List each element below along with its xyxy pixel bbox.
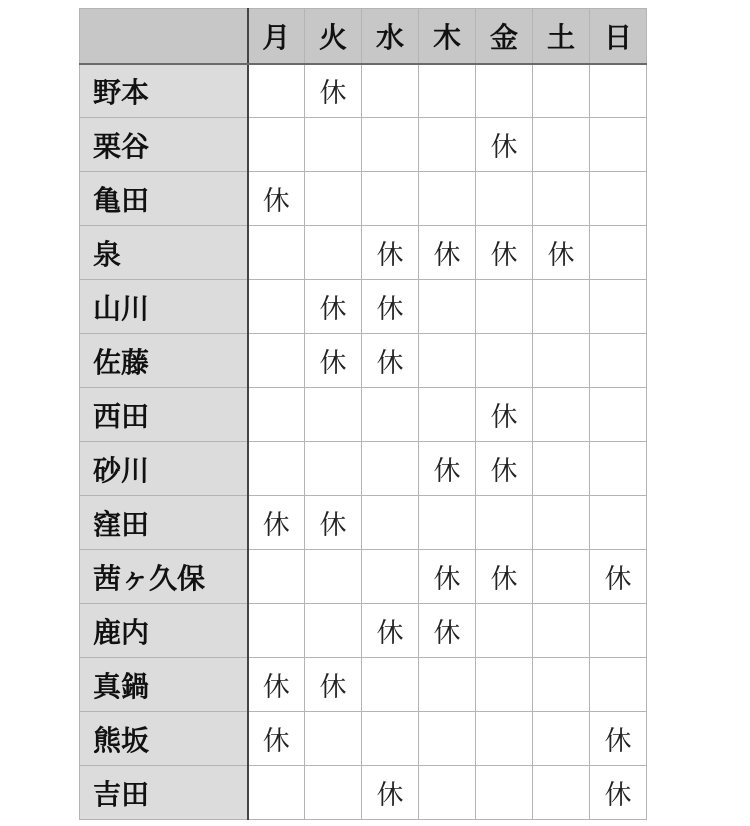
schedule-cell-sat (533, 766, 590, 820)
table-row (80, 388, 647, 442)
table-row (80, 280, 647, 334)
employee-name-cell: 栗谷 (80, 118, 248, 172)
schedule-cell-fri: 休 (476, 442, 533, 496)
schedule-cell-wed: 休 (362, 280, 419, 334)
schedule-cell-mon: 休 (248, 712, 305, 766)
table-row (80, 118, 647, 172)
schedule-cell-mon: 休 (248, 172, 305, 226)
schedule-cell-sat (533, 712, 590, 766)
schedule-cell-thu (419, 280, 476, 334)
schedule-cell-sat (533, 280, 590, 334)
schedule-cell-sat (533, 172, 590, 226)
table-row (80, 172, 647, 226)
table-row (80, 658, 647, 712)
table-row (80, 550, 647, 604)
employee-name-cell: 茜ヶ久保 (80, 550, 248, 604)
schedule-cell-tue (305, 118, 362, 172)
schedule-cell-tue (305, 226, 362, 280)
schedule-cell-fri (476, 712, 533, 766)
schedule-cell-wed (362, 442, 419, 496)
schedule-cell-fri (476, 280, 533, 334)
table-row (80, 334, 647, 388)
schedule-cell-mon (248, 604, 305, 658)
schedule-cell-thu: 休 (419, 550, 476, 604)
schedule-cell-sat (533, 496, 590, 550)
schedule-cell-sun (590, 172, 647, 226)
schedule-cell-sat (533, 550, 590, 604)
schedule-cell-thu (419, 334, 476, 388)
schedule-cell-fri (476, 496, 533, 550)
employee-name-cell: 山川 (80, 280, 248, 334)
schedule-cell-fri (476, 172, 533, 226)
schedule-cell-sun: 休 (590, 712, 647, 766)
schedule-cell-mon: 休 (248, 496, 305, 550)
schedule-cell-tue: 休 (305, 64, 362, 118)
schedule-body (80, 64, 647, 820)
day-header-tue: 火 (305, 9, 362, 64)
schedule-cell-mon (248, 388, 305, 442)
schedule-cell-sun: 休 (590, 550, 647, 604)
schedule-cell-sun: 休 (590, 766, 647, 820)
day-header-sun: 日 (590, 9, 647, 64)
schedule-cell-fri (476, 334, 533, 388)
schedule-cell-mon (248, 118, 305, 172)
schedule-cell-sun (590, 496, 647, 550)
schedule-cell-wed: 休 (362, 766, 419, 820)
employee-name-cell: 佐藤 (80, 334, 248, 388)
day-header-thu: 木 (419, 9, 476, 64)
schedule-cell-sat (533, 64, 590, 118)
schedule-cell-thu (419, 712, 476, 766)
schedule-cell-thu (419, 388, 476, 442)
schedule-cell-tue (305, 172, 362, 226)
schedule-cell-tue (305, 712, 362, 766)
employee-name-cell: 亀田 (80, 172, 248, 226)
schedule-cell-thu: 休 (419, 442, 476, 496)
schedule-cell-wed (362, 118, 419, 172)
schedule-cell-fri (476, 604, 533, 658)
day-header-fri: 金 (476, 9, 533, 64)
schedule-cell-tue: 休 (305, 280, 362, 334)
schedule-cell-mon (248, 64, 305, 118)
schedule-cell-tue (305, 442, 362, 496)
day-header-wed: 水 (362, 9, 419, 64)
schedule-cell-tue (305, 550, 362, 604)
schedule-cell-mon (248, 766, 305, 820)
schedule-cell-sun (590, 442, 647, 496)
employee-name-cell: 吉田 (80, 766, 248, 820)
schedule-cell-wed (362, 64, 419, 118)
schedule-cell-wed (362, 712, 419, 766)
day-header-mon: 月 (248, 9, 305, 64)
schedule-cell-sat (533, 388, 590, 442)
schedule-cell-thu (419, 118, 476, 172)
schedule-cell-mon (248, 550, 305, 604)
schedule-cell-wed: 休 (362, 226, 419, 280)
schedule-cell-fri: 休 (476, 226, 533, 280)
schedule-cell-fri: 休 (476, 118, 533, 172)
schedule-cell-sat (533, 658, 590, 712)
schedule-cell-tue: 休 (305, 496, 362, 550)
schedule-cell-mon: 休 (248, 658, 305, 712)
schedule-cell-wed (362, 496, 419, 550)
schedule-cell-sun (590, 280, 647, 334)
table-row (80, 712, 647, 766)
table-row (80, 442, 647, 496)
schedule-cell-sat: 休 (533, 226, 590, 280)
schedule-cell-thu (419, 658, 476, 712)
schedule-cell-fri (476, 766, 533, 820)
schedule-cell-thu: 休 (419, 604, 476, 658)
table-row (80, 226, 647, 280)
employee-name-cell: 泉 (80, 226, 248, 280)
schedule-cell-tue (305, 766, 362, 820)
schedule-cell-fri: 休 (476, 550, 533, 604)
schedule-cell-sun (590, 604, 647, 658)
schedule-cell-tue (305, 604, 362, 658)
schedule-cell-mon (248, 226, 305, 280)
day-header-sat: 土 (533, 9, 590, 64)
schedule-cell-fri (476, 64, 533, 118)
schedule-cell-tue (305, 388, 362, 442)
shift-schedule-table (79, 8, 647, 820)
employee-name-cell: 砂川 (80, 442, 248, 496)
corner-header-cell (80, 9, 248, 64)
schedule-cell-sun (590, 118, 647, 172)
schedule-cell-thu (419, 766, 476, 820)
table-row (80, 496, 647, 550)
schedule-cell-thu (419, 172, 476, 226)
schedule-cell-thu (419, 64, 476, 118)
table-row (80, 766, 647, 820)
schedule-cell-sun (590, 64, 647, 118)
schedule-cell-wed: 休 (362, 604, 419, 658)
employee-name-cell: 真鍋 (80, 658, 248, 712)
schedule-cell-sat (533, 118, 590, 172)
table-row (80, 64, 647, 118)
schedule-cell-wed: 休 (362, 334, 419, 388)
header-row (80, 9, 647, 64)
table-row (80, 604, 647, 658)
schedule-cell-wed (362, 550, 419, 604)
schedule-cell-sun (590, 334, 647, 388)
schedule-cell-mon (248, 280, 305, 334)
schedule-cell-mon (248, 334, 305, 388)
employee-name-cell: 野本 (80, 64, 248, 118)
schedule-cell-tue: 休 (305, 658, 362, 712)
employee-name-cell: 熊坂 (80, 712, 248, 766)
schedule-cell-wed (362, 388, 419, 442)
schedule-cell-sun (590, 226, 647, 280)
schedule-cell-fri (476, 658, 533, 712)
schedule-cell-sat (533, 442, 590, 496)
schedule-cell-mon (248, 442, 305, 496)
schedule-cell-tue: 休 (305, 334, 362, 388)
employee-name-cell: 鹿内 (80, 604, 248, 658)
schedule-cell-thu (419, 496, 476, 550)
schedule-cell-wed (362, 172, 419, 226)
schedule-cell-thu: 休 (419, 226, 476, 280)
employee-name-cell: 西田 (80, 388, 248, 442)
schedule-cell-sun (590, 658, 647, 712)
schedule-cell-wed (362, 658, 419, 712)
schedule-cell-sun (590, 388, 647, 442)
schedule-cell-sat (533, 334, 590, 388)
schedule-cell-fri: 休 (476, 388, 533, 442)
schedule-cell-sat (533, 604, 590, 658)
employee-name-cell: 窪田 (80, 496, 248, 550)
